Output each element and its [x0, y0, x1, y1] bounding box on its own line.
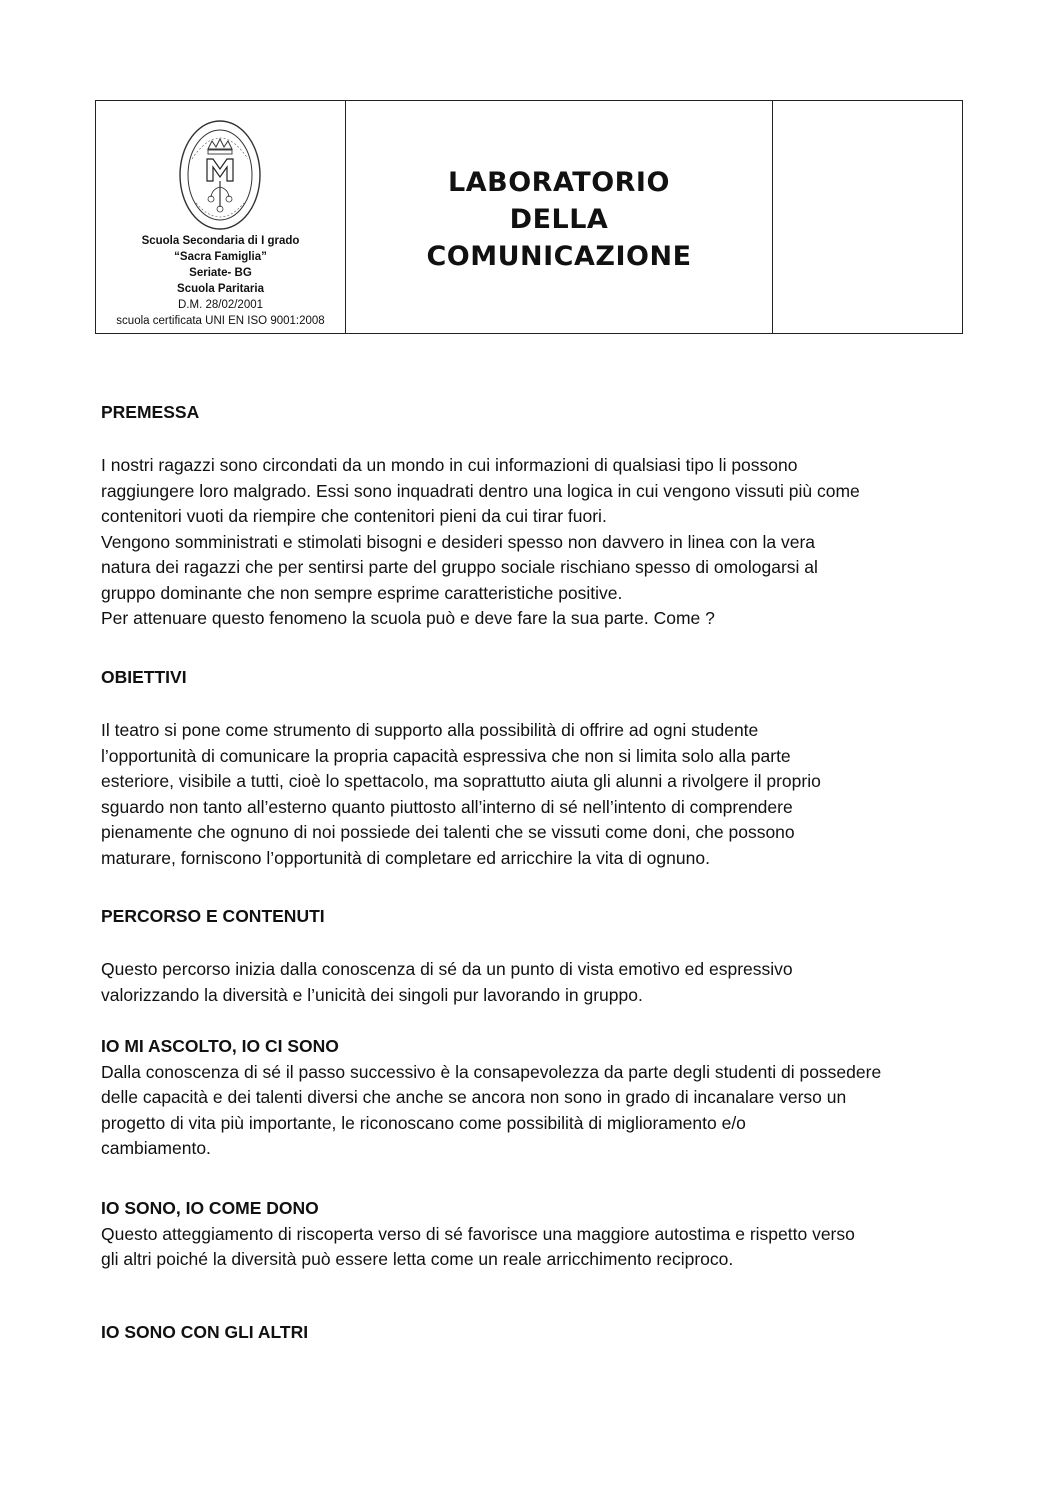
- school-info: [96, 233, 345, 329]
- title-line: LABORATORIO: [448, 166, 670, 198]
- text-line: Per attenuare questo fenomeno la scuola può e deve fare la sua parte. Come ?: [101, 608, 715, 628]
- text-line: pienamente che ognuno di noi possiede dei talenti che se vissuti come doni, che possono: [101, 822, 795, 842]
- section-percorso: [101, 904, 961, 930]
- text-line: Vengono somministrati e stimolati bisogni e desideri spesso non davvero in linea con la vera: [101, 531, 816, 552]
- text-line: delle capacità e dei talenti diversi che anche se ancora non sono in grado di incanalare verso un: [101, 1087, 847, 1107]
- section-obiettivi: [101, 665, 961, 691]
- section-heading: IO SONO CON GLI ALTRI: [101, 1322, 309, 1342]
- percorso-body: [101, 957, 961, 1008]
- title-cell: [346, 101, 773, 333]
- school-seal-icon: [178, 119, 262, 231]
- text-line: contenitori vuoti da riempire che contenitori pieni da cui tirar fuori.: [101, 506, 607, 526]
- school-certification: scuola certificata UNI EN ISO 9001:2008: [116, 315, 325, 327]
- section-altri: [101, 1320, 961, 1346]
- obiettivi-body: [101, 718, 961, 871]
- text-line: cambiamento.: [101, 1138, 211, 1158]
- text-line: maturare, forniscono l’opportunità di completare ed arricchire la vita di ognuno.: [101, 847, 710, 868]
- document-title: [426, 164, 691, 275]
- text-line: Il teatro si pone come strumento di supporto alla possibilità di offrire ad ogni studente: [101, 720, 759, 740]
- section-dono: [101, 1196, 961, 1273]
- text-line: natura dei ragazzi che per sentirsi parte del gruppo sociale rischiano spesso di omologarsi al: [101, 557, 818, 577]
- text-line: sguardo non tanto all’esterno quanto piuttosto all’interno di sé nell’intento di comprendere: [101, 796, 793, 817]
- section-heading: PREMESSA: [101, 402, 200, 422]
- school-name: Scuola Secondaria di I grado: [141, 235, 300, 247]
- school-location: Seriate- BG: [189, 267, 252, 279]
- text-line: progetto di vita più importante, le riconoscano come possibilità di miglioramento e/o: [101, 1112, 746, 1133]
- text-line: esteriore, visibile a tutti, cioè lo spettacolo, ma soprattutto aiuta gli alunni a rivolgere il proprio: [101, 771, 821, 791]
- section-premessa: [101, 400, 961, 426]
- text-line: Dalla conoscenza di sé il passo successivo è la consapevolezza da parte degli studenti di possedere: [101, 1061, 882, 1082]
- school-cell: [96, 101, 346, 333]
- text-line: gruppo dominante che non sempre esprime caratteristiche positive.: [101, 582, 623, 603]
- title-line: DELLA: [509, 203, 609, 235]
- text-line: valorizzando la diversità e l’unicità dei singoli pur lavorando in gruppo.: [101, 984, 643, 1005]
- school-subtitle: “Sacra Famiglia”: [174, 251, 267, 263]
- section-heading: IO MI ASCOLTO, IO CI SONO: [101, 1036, 339, 1056]
- text-line: l’opportunità di comunicare la propria capacità espressiva che non si limita solo alla parte: [101, 745, 791, 766]
- empty-cell: [773, 101, 962, 333]
- section-heading: PERCORSO E CONTENUTI: [101, 906, 325, 926]
- section-ascolto: [101, 1034, 961, 1162]
- school-decree: D.M. 28/02/2001: [177, 299, 264, 311]
- title-line: COMUNICAZIONE: [426, 240, 692, 272]
- text-line: Questo percorso inizia dalla conoscenza di sé da un punto di vista emotivo ed espressivo: [101, 959, 793, 979]
- section-heading: OBIETTIVI: [101, 667, 187, 687]
- section-heading: IO SONO, IO COME DONO: [101, 1198, 319, 1218]
- text-line: gli altri poiché la diversità può essere letta come un reale arricchimento reciproco.: [101, 1249, 734, 1269]
- header-table: [95, 100, 963, 334]
- school-type: Scuola Paritaria: [177, 283, 264, 295]
- text-line: Questo atteggiamento di riscoperta verso di sé favorisce una maggiore autostima e rispetto verso: [101, 1223, 855, 1244]
- text-line: raggiungere loro malgrado. Essi sono inquadrati dentro una logica in cui vengono vissuti più come: [101, 480, 860, 501]
- premessa-body: [101, 453, 961, 632]
- text-line: I nostri ragazzi sono circondati da un mondo in cui informazioni di qualsiasi tipo li possono: [101, 455, 798, 475]
